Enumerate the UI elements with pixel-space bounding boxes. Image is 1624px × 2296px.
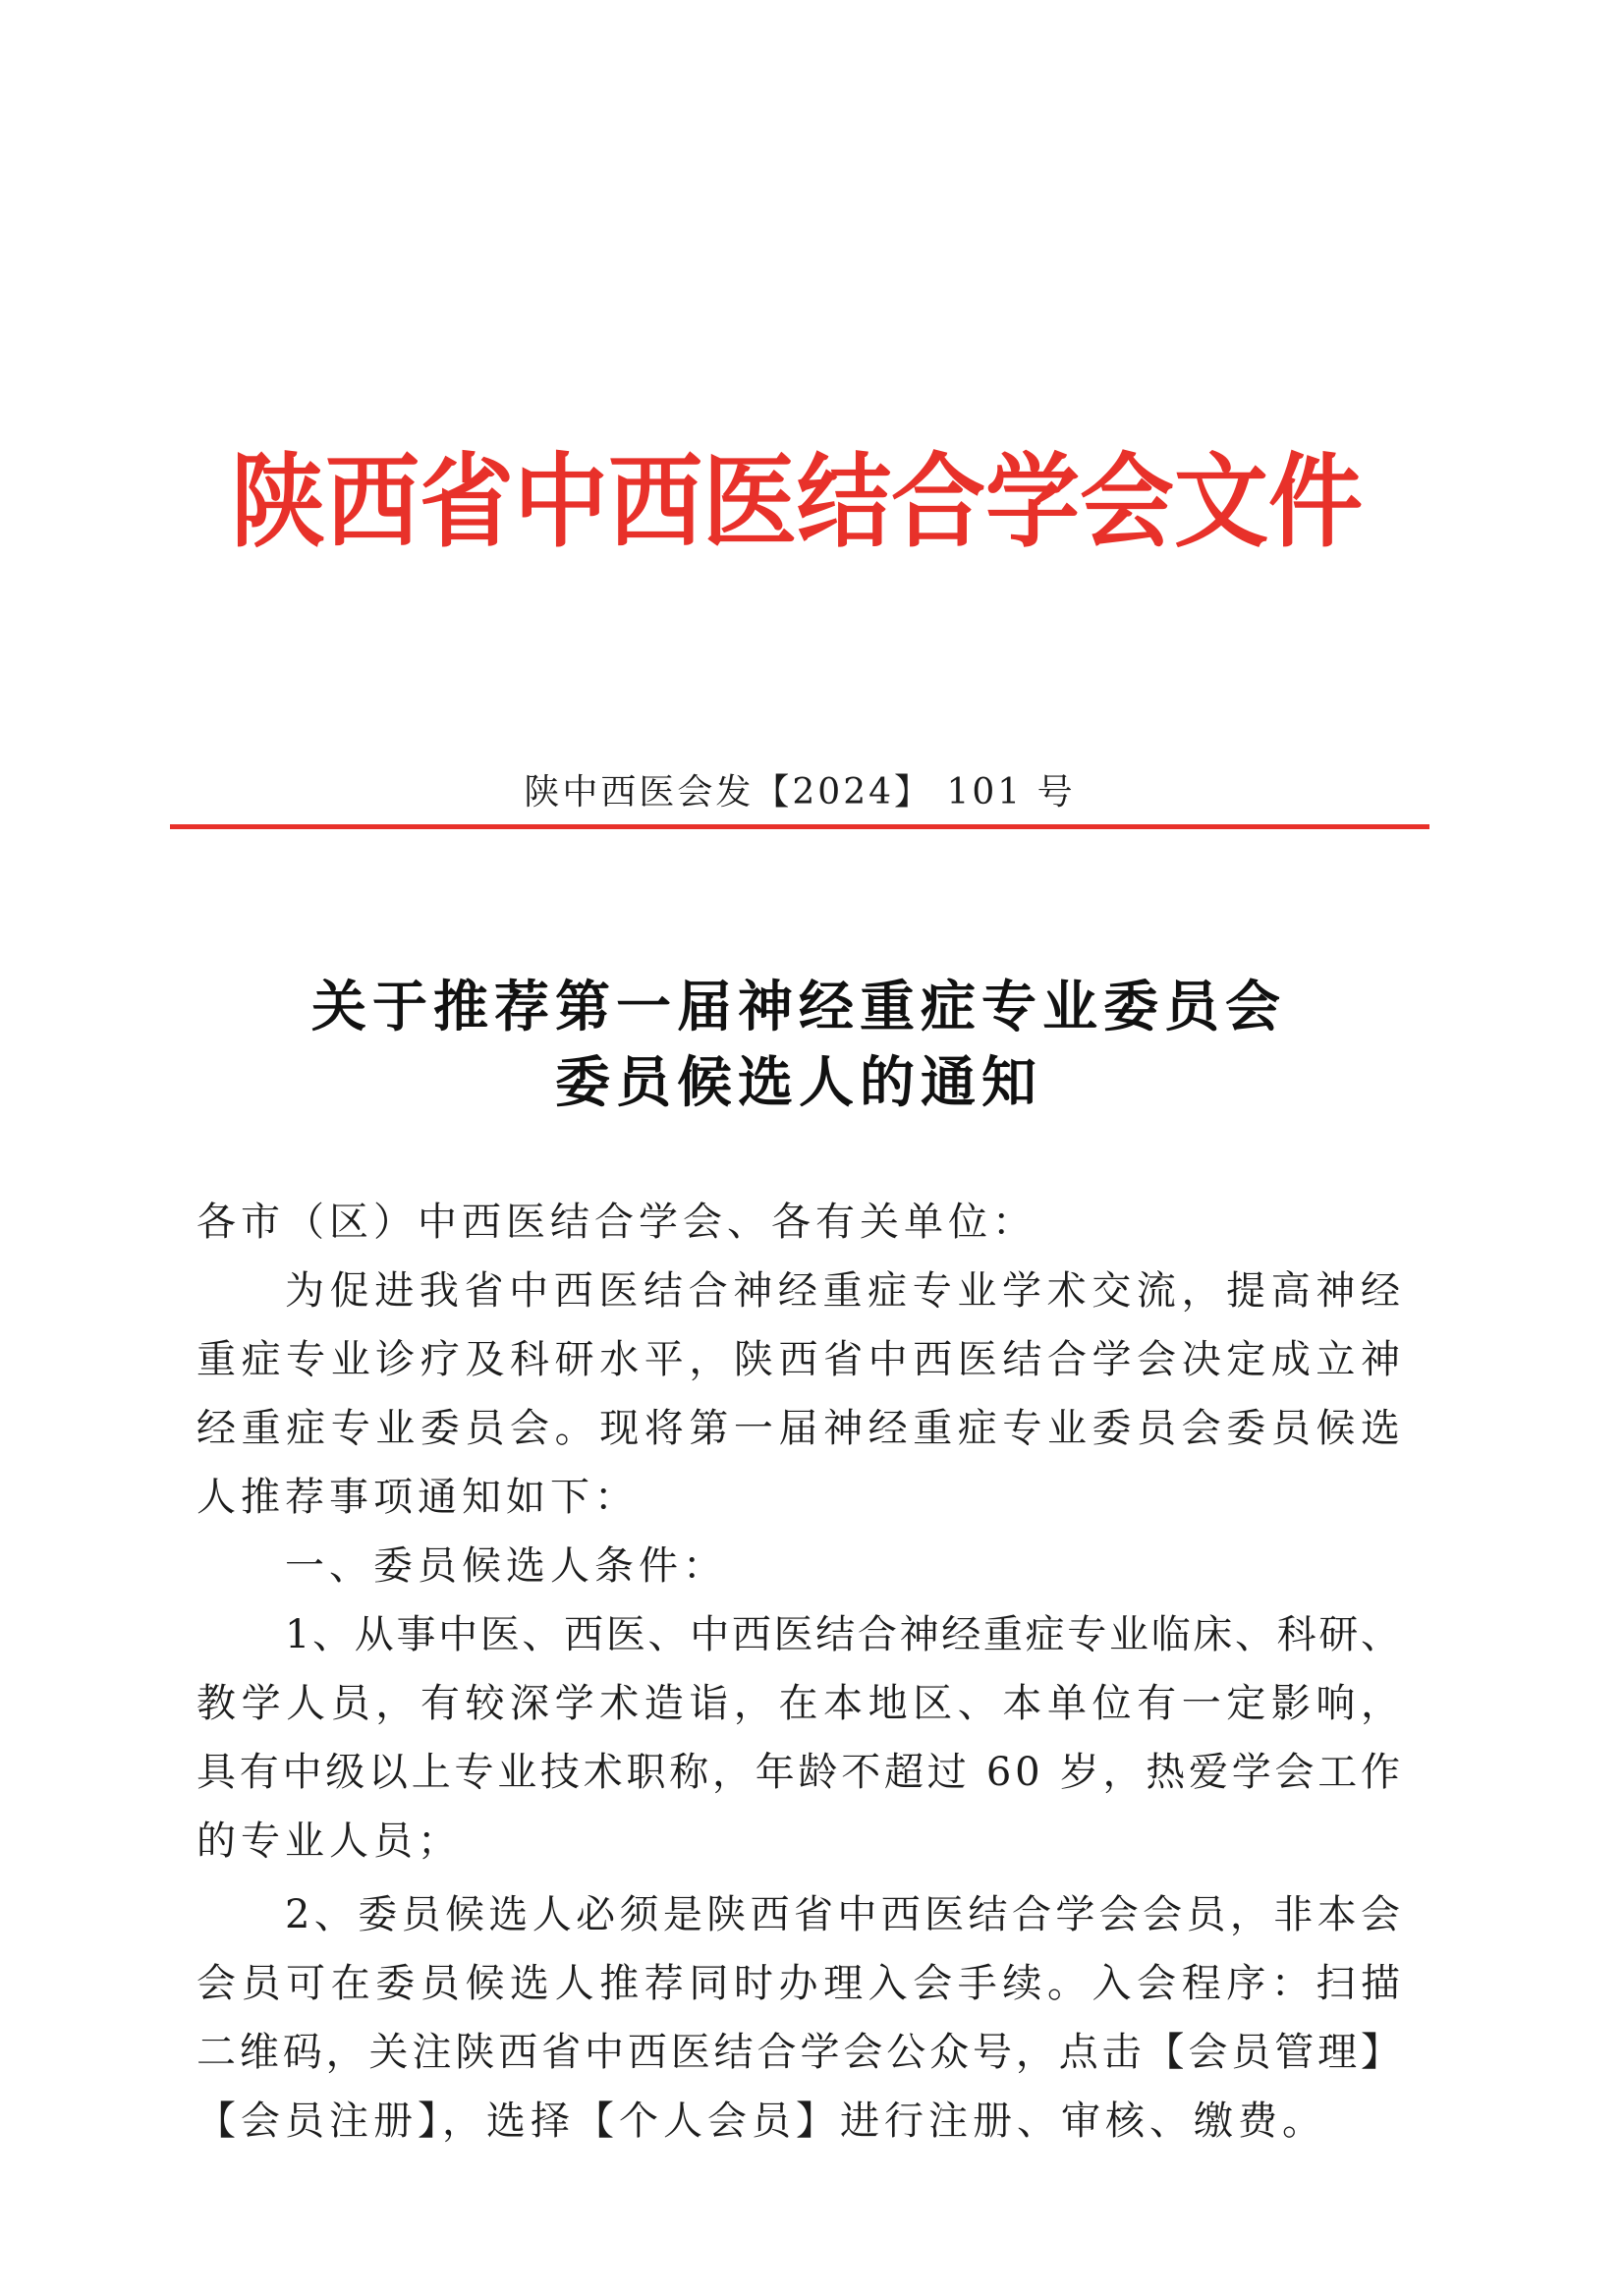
line-text: 1、从事中医、西医、中西医结合神经重症专业临床、科研、 — [285, 1612, 1403, 1657]
intro-paragraph-line — [196, 1463, 1400, 1532]
section-heading-text: 一、委员候选人条件： — [285, 1543, 727, 1589]
line-text: 【会员注册】，选择【个人会员】进行注册、审核、缴费。 — [196, 2099, 1326, 2144]
line-text: 经重症专业委员会。现将第一届神经重症专业委员会委员候选 — [196, 1406, 1406, 1451]
issuing-organization-title: 陕西省中西医结合学会文件 — [231, 441, 1363, 562]
line-text: 2、委员候选人必须是陕西省中西医结合学会会员，非本会 — [285, 1892, 1405, 1937]
item-2-line — [196, 1880, 1405, 1949]
line-text: 二维码，关注陕西省中西医结合学会公众号，点击【会员管理】 — [196, 2030, 1404, 2075]
line-text: 教学人员，有较深学术造诣，在本地区、本单位有一定影响， — [196, 1681, 1406, 1726]
item-2-line — [196, 2018, 1404, 2087]
item-1-line — [196, 1807, 1400, 1876]
item-1-line — [196, 1738, 1404, 1807]
item-1-line — [196, 1669, 1406, 1738]
section-heading — [196, 1532, 1400, 1600]
intro-paragraph-line — [196, 1257, 1406, 1325]
document-body — [196, 1188, 1406, 2156]
line-text: 的专业人员； — [196, 1819, 462, 1864]
line-text: 具有中级以上专业技术职称，年龄不超过 60 岁，热爱学会工作 — [196, 1750, 1404, 1795]
red-separator-line — [170, 824, 1429, 829]
item-2-line — [196, 1949, 1406, 2018]
line-text: 会员可在委员候选人推荐同时办理入会手续。入会程序：扫描 — [196, 1961, 1406, 2006]
intro-paragraph-line — [196, 1325, 1406, 1394]
line-text: 为促进我省中西医结合神经重症专业学术交流，提高神经 — [285, 1268, 1406, 1314]
salutation — [196, 1188, 1400, 1257]
notice-title-line-1: 关于推荐第一届神经重症专业委员会 — [311, 975, 1286, 1039]
salutation-text: 各市（区）中西医结合学会、各有关单位： — [196, 1200, 1036, 1245]
intro-paragraph-line — [196, 1394, 1406, 1463]
line-text: 重症专业诊疗及科研水平，陕西省中西医结合学会决定成立神 — [196, 1337, 1406, 1382]
item-2-line — [196, 2087, 1400, 2156]
notice-title — [0, 970, 1597, 1121]
item-1-line — [196, 1600, 1403, 1669]
document-number: 陕中西医会发【2024】 101 号 — [524, 772, 1076, 812]
notice-title-line-2: 委员候选人的通知 — [555, 1050, 1042, 1115]
line-text: 人推荐事项通知如下： — [196, 1475, 639, 1520]
